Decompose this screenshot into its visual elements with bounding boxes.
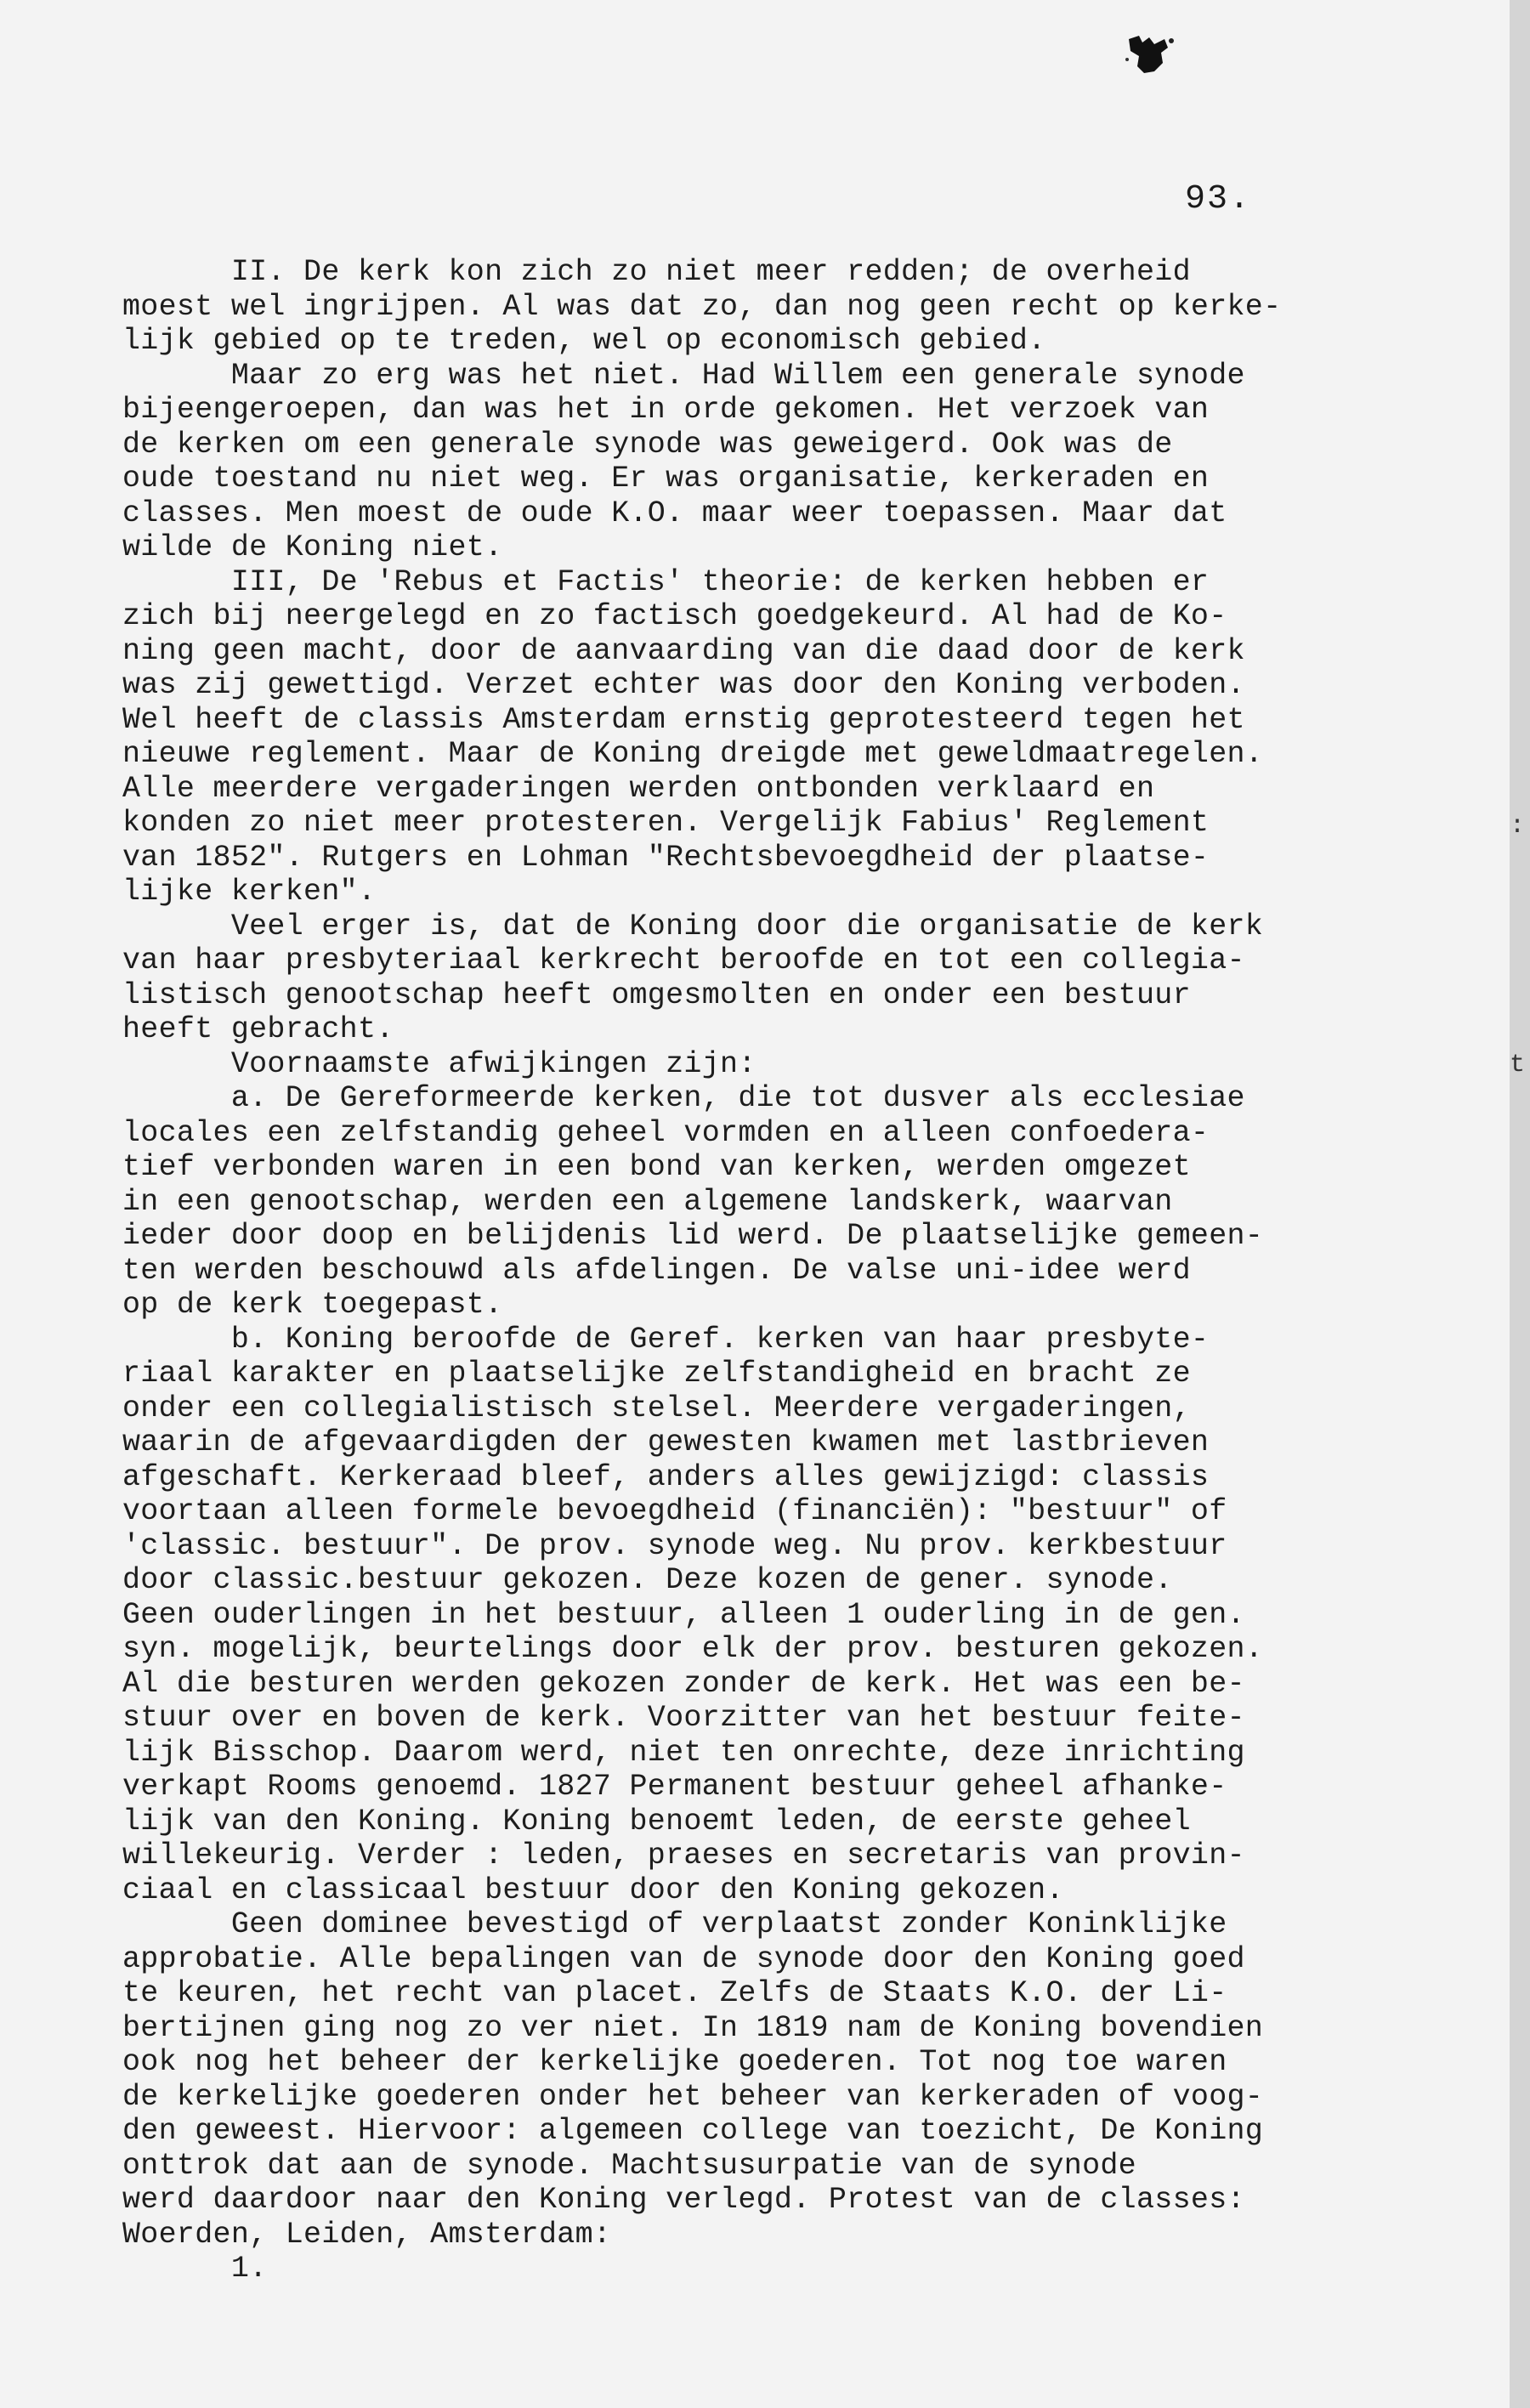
text-line: riaal karakter en plaatselijke zelfstandigheid en bracht ze [122, 1357, 1191, 1391]
text-line: door classic.bestuur gekozen. Deze kozen de gener. synode. [122, 1563, 1173, 1597]
text-line: moest wel ingrijpen. Al was dat zo, dan nog geen recht op kerke- [122, 289, 1282, 324]
text-line: 'classic. bestuur". De prov. synode weg. Nu prov. kerkbestuur [122, 1528, 1227, 1563]
text-line: Geen dominee bevestigd of verplaatst zonder Koninklijke [122, 1907, 1227, 1941]
text-line: Alle meerdere vergaderingen werden ontbonden verklaard en [122, 771, 1155, 806]
text-line: de kerken om een generale synode was geweigerd. Ook was de [122, 427, 1173, 462]
text-line: bertijnen ging nog zo ver niet. In 1819 nam de Koning bovendien [122, 2010, 1264, 2045]
text-line: III, De 'Rebus et Factis' theorie: de kerken hebben er [122, 564, 1210, 599]
text-line: stuur over en boven de kerk. Voorzitter van het bestuur feite- [122, 1701, 1245, 1735]
text-line: verkapt Rooms genoemd. 1827 Permanent bestuur geheel afhanke- [122, 1770, 1227, 1804]
text-line: voortaan alleen formele bevoegdheid (financiën): "bestuur" of [122, 1494, 1227, 1528]
text-line: lijke kerken". [122, 875, 377, 909]
text-line: onder een collegialistisch stelsel. Meerdere vergaderingen, [122, 1391, 1191, 1425]
text-line: te keuren, het recht van placet. Zelfs de Staats K.O. der Li- [122, 1976, 1227, 2010]
text-line: Veel erger is, dat de Koning door die organisatie de kerk [122, 909, 1264, 943]
text-line: ten werden beschouwd als afdelingen. De valse uni-idee werd [122, 1253, 1191, 1288]
text-line: den geweest. Hiervoor: algemeen college van toezicht, De Koning [122, 2114, 1264, 2148]
text-line: wilde de Koning niet. [122, 530, 503, 564]
text-line: lijk gebied op te treden, wel op economisch gebied. [122, 324, 1046, 358]
text-line: oude toestand nu niet weg. Er was organisatie, kerkeraden en [122, 462, 1210, 496]
text-line: b. Koning beroofde de Geref. kerken van haar presbyte- [122, 1322, 1210, 1357]
text-line: Maar zo erg was het niet. Had Willem een generale synode [122, 358, 1245, 393]
text-line: waarin de afgevaardigden der gewesten kwamen met lastbrieven [122, 1425, 1210, 1459]
text-line: 1. [122, 2252, 268, 2286]
text-line: lijk Bisschop. Daarom werd, niet ten onrechte, deze inrichting [122, 1735, 1245, 1770]
ink-blot [1120, 31, 1180, 82]
text-line: locales een zelfstandig geheel vormden en alleen confoedera- [122, 1115, 1210, 1150]
margin-mark: t [1510, 1051, 1526, 1079]
text-line: afgeschaft. Kerkeraad bleef, anders alles gewijzigd: classis [122, 1459, 1210, 1494]
text-line: in een genootschap, werden een algemene landskerk, waarvan [122, 1184, 1173, 1219]
text-line: Al die besturen werden gekozen zonder de kerk. Het was een be- [122, 1666, 1245, 1701]
text-line: werd daardoor naar den Koning verlegd. Protest van de classes: [122, 2183, 1245, 2217]
text-line: Voornaamste afwijkingen zijn: [122, 1046, 756, 1081]
text-line: op de kerk toegepast. [122, 1288, 503, 1322]
text-line: ning geen macht, door de aanvaarding van die daad door de kerk [122, 633, 1245, 668]
text-line: listisch genootschap heeft omgesmolten en onder een bestuur [122, 977, 1191, 1012]
text-line: ook nog het beheer der kerkelijke goederen. Tot nog toe waren [122, 2045, 1227, 2079]
text-line: ieder door doop en belijdenis lid werd. De plaatselijke gemeen- [122, 1219, 1264, 1253]
text-line: tief verbonden waren in een bond van kerken, werden omgezet [122, 1150, 1191, 1184]
text-line: willekeurig. Verder : leden, praeses en secretaris van provin- [122, 1839, 1245, 1873]
typed-body-text [122, 255, 1355, 2286]
text-line: was zij gewettigd. Verzet echter was door den Koning verboden. [122, 668, 1245, 702]
text-line: syn. mogelijk, beurtelings door elk der prov. besturen gekozen. [122, 1632, 1264, 1666]
page-number: 93. [1185, 180, 1252, 218]
text-line: approbatie. Alle bepalingen van de synode door den Koning goed [122, 1941, 1245, 1976]
text-line: ciaal en classicaal bestuur door den Koning gekozen. [122, 1873, 1064, 1907]
text-line: lijk van den Koning. Koning benoemt leden, de eerste geheel [122, 1804, 1191, 1839]
text-line: Woerden, Leiden, Amsterdam: [122, 2217, 612, 2252]
text-line: nieuwe reglement. Maar de Koning dreigde met geweldmaatregelen. [122, 737, 1264, 771]
text-line: konden zo niet meer protesteren. Vergelijk Fabius' Reglement [122, 806, 1210, 840]
text-line: de kerkelijke goederen onder het beheer van kerkeraden of voog- [122, 2079, 1264, 2114]
text-line: zich bij neergelegd en zo factisch goedgekeurd. Al had de Ko- [122, 599, 1227, 633]
text-line: van 1852". Rutgers en Lohman "Rechtsbevoegdheid der plaatse- [122, 840, 1210, 875]
text-line: Geen ouderlingen in het bestuur, alleen 1 ouderling in de gen. [122, 1597, 1245, 1632]
margin-mark: : [1510, 812, 1526, 841]
text-line: onttrok dat aan de synode. Machtsusurpatie van de synode [122, 2148, 1136, 2183]
text-line: Wel heeft de classis Amsterdam ernstig geprotesteerd tegen het [122, 702, 1245, 737]
text-line: II. De kerk kon zich zo niet meer redden; de overheid [122, 255, 1191, 289]
text-line: a. De Gereformeerde kerken, die tot dusver als ecclesiae [122, 1081, 1245, 1115]
text-line: van haar presbyteriaal kerkrecht beroofde en tot een collegia- [122, 943, 1245, 977]
text-line: bijeengeroepen, dan was het in orde gekomen. Het verzoek van [122, 393, 1210, 427]
text-line: classes. Men moest de oude K.O. maar weer toepassen. Maar dat [122, 496, 1227, 530]
text-line: heeft gebracht. [122, 1012, 394, 1046]
